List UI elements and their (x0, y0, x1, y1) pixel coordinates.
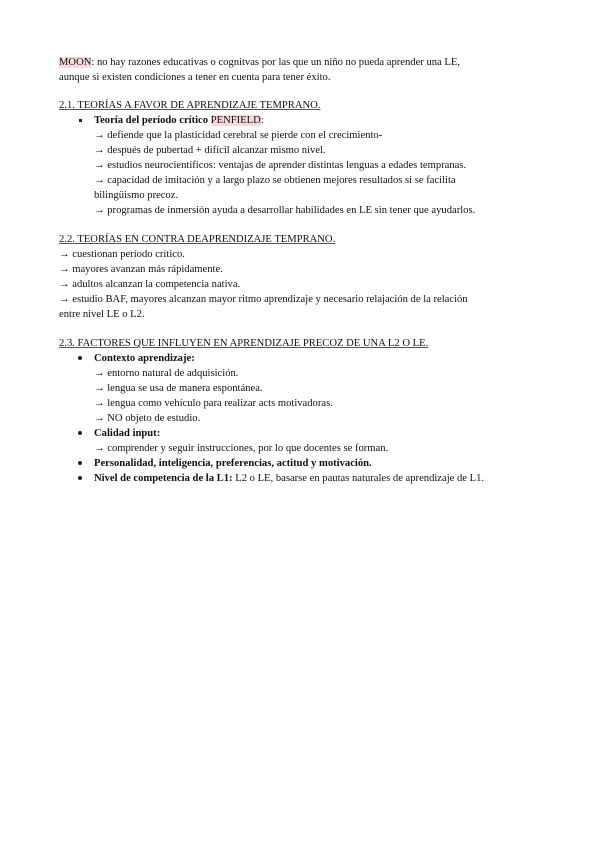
section-2-3-list-2 (59, 426, 550, 441)
arrow-line-continuation: entre nivel LE o L2. (59, 309, 145, 320)
section-title: TEORÍAS EN CONTRA DEAPRENDIZAJE TEMPRANO. (74, 234, 336, 245)
section-2-1 (59, 98, 550, 218)
section-2-1-list (59, 113, 550, 128)
round-bullet-icon (78, 461, 82, 465)
arrow-line: → mayores avanzan más rápidamente. (59, 264, 223, 275)
intro-line-1 (59, 55, 550, 70)
list-item (59, 351, 550, 366)
section-number: 2.3. (59, 338, 75, 349)
author-highlight-penfield: PENFIELD (210, 115, 261, 126)
intro-paragraph (59, 55, 550, 85)
section-2-3-list-3 (59, 456, 550, 486)
arrow-line: → lengua como vehículo para realizar acts motivadoras. (94, 398, 333, 409)
arrow-line: → cuestionan período crítico. (59, 249, 185, 260)
section-heading-2-2 (59, 232, 550, 247)
arrow-line: → entorno natural de adquisición. (94, 368, 239, 379)
arrow-line: → NO objeto de estudio. (94, 413, 201, 424)
round-bullet-icon (78, 356, 82, 360)
bullet-label: Personalidad, inteligencia, preferencias, actitud y motivación. (94, 458, 372, 469)
arrow-line: → lengua se usa de manera espontánea. (94, 383, 263, 394)
round-bullet-icon (78, 431, 82, 435)
square-bullet-icon (79, 119, 82, 122)
bullet-suffix: : (260, 115, 264, 126)
arrow-line-continuation: bilingüismo precoz. (94, 190, 179, 201)
arrow-line: → estudio BAF, mayores alcanzan mayor ritmo aprendizaje y necesario relajación de la relación (59, 294, 468, 305)
section-title: TEORÍAS A FAVOR DE APRENDIZAJE TEMPRANO. (74, 100, 321, 111)
section-heading-2-3 (59, 336, 550, 351)
section-2-3-list (59, 351, 550, 366)
arrow-line: → capacidad de imitación y a largo plazo se obtienen mejores resultados si se facilita (94, 175, 456, 186)
bullet-label: Contexto aprendizaje: (94, 353, 195, 364)
intro-line-2: aunque si existen condiciones a tener en cuenta para tener éxito. (59, 72, 331, 83)
arrow-line: → después de pubertad + difícil alcanzar mismo nivel. (94, 145, 326, 156)
section-2-3 (59, 336, 550, 486)
arrow-line: → comprender y seguir instrucciones, por lo que docentes se forman. (94, 443, 389, 454)
bullet-label: Nivel de competencia de la L1: (94, 473, 233, 484)
list-item (59, 113, 550, 128)
list-item (59, 456, 550, 471)
section-number: 2.2. (59, 234, 75, 245)
round-bullet-icon (78, 476, 82, 480)
author-highlight-moon: MOON (59, 57, 92, 68)
arrow-line: → programas de inmersión ayuda a desarrollar habilidades en LE sin tener que ayudarlos. (94, 205, 476, 216)
bullet-label: Calidad input: (94, 428, 161, 439)
list-item (59, 426, 550, 441)
list-item (59, 471, 550, 486)
bullet-label: Teoría del período crítico (94, 115, 209, 126)
arrow-line: → defiende que la plasticidad cerebral se pierde con el crecimiento- (94, 130, 383, 141)
section-heading-2-1 (59, 98, 550, 113)
section-title: FACTORES QUE INFLUYEN EN APRENDIZAJE PRECOZ DE UNA L2 O LE. (74, 338, 429, 349)
section-2-2 (59, 232, 550, 322)
arrow-line: → estudios neurocientíficos: ventajas de aprender distintas lenguas a edades tempranas. (94, 160, 467, 171)
bullet-text: L2 o LE, basarse en pautas naturales de aprendizaje de L1. (232, 473, 485, 484)
arrow-line: → adultos alcanzan la competencia nativa. (59, 279, 241, 290)
intro-text-1: : no hay razones educativas o cognitvas por las que un niño no pueda aprender una LE, (91, 57, 460, 68)
section-number: 2.1. (59, 100, 75, 111)
